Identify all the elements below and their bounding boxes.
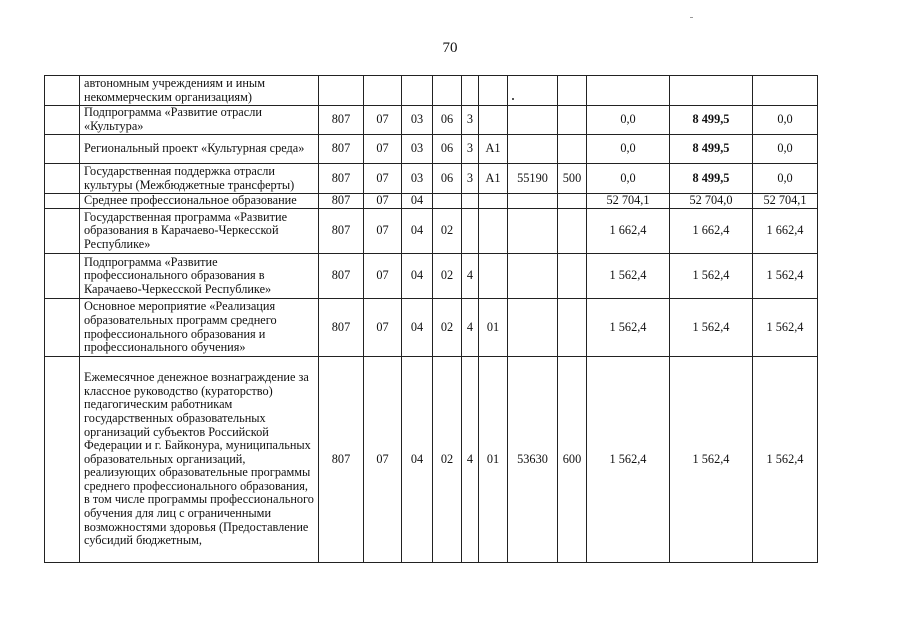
row-code-cell: A1 (479, 135, 508, 164)
row-blank-cell (45, 209, 80, 254)
row-code-cell: 52 704,1 (753, 194, 818, 209)
row-code-cell: 06 (433, 106, 462, 135)
row-blank-cell (45, 299, 80, 357)
row-code-cell: 02 (433, 254, 462, 299)
row-blank-cell (45, 135, 80, 164)
row-code-cell (508, 254, 558, 299)
row-code-cell: 1 662,4 (587, 209, 670, 254)
row-code-cell: 0,0 (587, 106, 670, 135)
table-row (45, 299, 818, 357)
row-code-cell: 04 (402, 209, 433, 254)
row-blank-cell (45, 164, 80, 194)
row-code-cell: 04 (402, 357, 433, 563)
row-code-cell (508, 135, 558, 164)
row-code-cell (558, 254, 587, 299)
row-name-cell: Подпрограмма «Развитие отрасли «Культура» (80, 106, 319, 135)
row-code-cell (462, 209, 479, 254)
page-number: 70 (442, 40, 458, 56)
row-code-cell (508, 76, 558, 106)
row-code-cell: 52 704,1 (587, 194, 670, 209)
row-code-cell: 02 (433, 209, 462, 254)
row-code-cell: 600 (558, 357, 587, 563)
row-code-cell: 0,0 (753, 106, 818, 135)
row-code-cell: 1 662,4 (753, 209, 818, 254)
row-name-cell: Государственная программа «Развитие образования в Карачаево-Черкесской Республике» (80, 209, 319, 254)
row-name-cell: Государственная поддержка отрасли культуры (Межбюджетные трансферты) (80, 164, 319, 194)
row-code-cell: 02 (433, 299, 462, 357)
row-code-cell (433, 76, 462, 106)
row-code-cell (558, 135, 587, 164)
row-code-cell: 807 (319, 164, 364, 194)
row-code-cell: 53630 (508, 357, 558, 563)
row-code-cell: 4 (462, 254, 479, 299)
row-code-cell (479, 76, 508, 106)
row-code-cell: 807 (319, 106, 364, 135)
row-code-cell: 807 (319, 209, 364, 254)
row-code-cell: 1 562,4 (753, 357, 818, 563)
row-code-cell: 3 (462, 135, 479, 164)
row-code-cell (508, 106, 558, 135)
row-name-cell: Среднее профессиональное образование (80, 194, 319, 209)
row-code-cell: 1 562,4 (670, 299, 753, 357)
row-code-cell: 807 (319, 254, 364, 299)
row-code-cell (479, 254, 508, 299)
row-code-cell: 03 (402, 164, 433, 194)
row-code-cell: 8 499,5 (670, 135, 753, 164)
row-code-cell: 07 (364, 106, 402, 135)
row-code-cell: 03 (402, 106, 433, 135)
row-blank-cell (45, 254, 80, 299)
table-body (45, 76, 818, 563)
row-code-cell (462, 194, 479, 209)
row-code-cell: 03 (402, 135, 433, 164)
row-code-cell: 52 704,0 (670, 194, 753, 209)
row-code-cell: 4 (462, 299, 479, 357)
table-row (45, 209, 818, 254)
row-code-cell (670, 76, 753, 106)
row-code-cell: 807 (319, 194, 364, 209)
row-code-cell (319, 76, 364, 106)
row-code-cell: 01 (479, 299, 508, 357)
row-code-cell (479, 209, 508, 254)
row-code-cell: 07 (364, 194, 402, 209)
row-code-cell: 02 (433, 357, 462, 563)
row-code-cell: 0,0 (587, 164, 670, 194)
table-row (45, 357, 818, 563)
table-row (45, 254, 818, 299)
table-row (45, 164, 818, 194)
row-code-cell: 1 562,4 (670, 357, 753, 563)
row-code-cell (479, 106, 508, 135)
row-blank-cell (45, 357, 80, 563)
row-code-cell: 07 (364, 164, 402, 194)
row-code-cell (587, 76, 670, 106)
row-code-cell: 55190 (508, 164, 558, 194)
row-code-cell: 1 562,4 (753, 299, 818, 357)
row-name-cell: Ежемесячное денежное вознаграждение за классное руководство (кураторство) педагогическим работникам государственных образовательных организаций субъектов Российской Федерации и г. Байконура, муниципальных образовательных организаций, реализующих образовательные программы среднего профессионального образования, в том числе программы профессионального обучения для лиц с ограниченными возможностями здоровья (Предоставление субсидий бюджетным, (80, 357, 319, 563)
row-code-cell: 500 (558, 164, 587, 194)
row-code-cell: 1 562,4 (670, 254, 753, 299)
row-name-cell: автономным учреждениям и иным некоммерческим организациям) (80, 76, 319, 106)
row-code-cell: 07 (364, 209, 402, 254)
table-row (45, 135, 818, 164)
row-code-cell: 07 (364, 357, 402, 563)
row-code-cell: 01 (479, 357, 508, 563)
row-code-cell (558, 106, 587, 135)
row-code-cell (558, 209, 587, 254)
row-code-cell: 0,0 (753, 135, 818, 164)
row-code-cell: 4 (462, 357, 479, 563)
row-code-cell: 06 (433, 135, 462, 164)
row-code-cell (433, 194, 462, 209)
row-blank-cell (45, 106, 80, 135)
row-code-cell (479, 194, 508, 209)
row-code-cell: 3 (462, 164, 479, 194)
row-code-cell: 07 (364, 135, 402, 164)
row-code-cell (558, 76, 587, 106)
row-code-cell: 0,0 (587, 135, 670, 164)
row-code-cell: 04 (402, 194, 433, 209)
row-code-cell (402, 76, 433, 106)
row-code-cell: 04 (402, 299, 433, 357)
row-code-cell (558, 194, 587, 209)
table-row (45, 76, 818, 106)
row-code-cell: 1 562,4 (587, 357, 670, 563)
row-code-cell (508, 299, 558, 357)
row-code-cell: 07 (364, 254, 402, 299)
row-code-cell: 07 (364, 299, 402, 357)
row-name-cell: Подпрограмма «Развитие профессионального образования в Карачаево-Черкесской Республике» (80, 254, 319, 299)
row-code-cell: 8 499,5 (670, 106, 753, 135)
row-code-cell: 06 (433, 164, 462, 194)
table-row (45, 194, 818, 209)
row-code-cell: 807 (319, 357, 364, 563)
row-blank-cell (45, 76, 80, 106)
row-code-cell: 8 499,5 (670, 164, 753, 194)
row-code-cell: 0,0 (753, 164, 818, 194)
table-row (45, 106, 818, 135)
row-code-cell (364, 76, 402, 106)
row-blank-cell (45, 194, 80, 209)
row-code-cell: 1 562,4 (587, 299, 670, 357)
row-code-cell (508, 194, 558, 209)
row-code-cell: 1 662,4 (670, 209, 753, 254)
row-code-cell: 807 (319, 299, 364, 357)
row-code-cell (508, 209, 558, 254)
row-code-cell: 1 562,4 (587, 254, 670, 299)
row-code-cell (753, 76, 818, 106)
row-code-cell (558, 299, 587, 357)
row-code-cell: 3 (462, 106, 479, 135)
row-code-cell: 04 (402, 254, 433, 299)
row-code-cell (462, 76, 479, 106)
row-code-cell: 807 (319, 135, 364, 164)
row-code-cell: A1 (479, 164, 508, 194)
row-name-cell: Основное мероприятие «Реализация образовательных программ среднего профессионального образования и профессионального обучения» (80, 299, 319, 357)
scan-mark (690, 17, 693, 18)
row-code-cell: 1 562,4 (753, 254, 818, 299)
budget-table (44, 75, 818, 563)
row-name-cell: Региональный проект «Культурная среда» (80, 135, 319, 164)
